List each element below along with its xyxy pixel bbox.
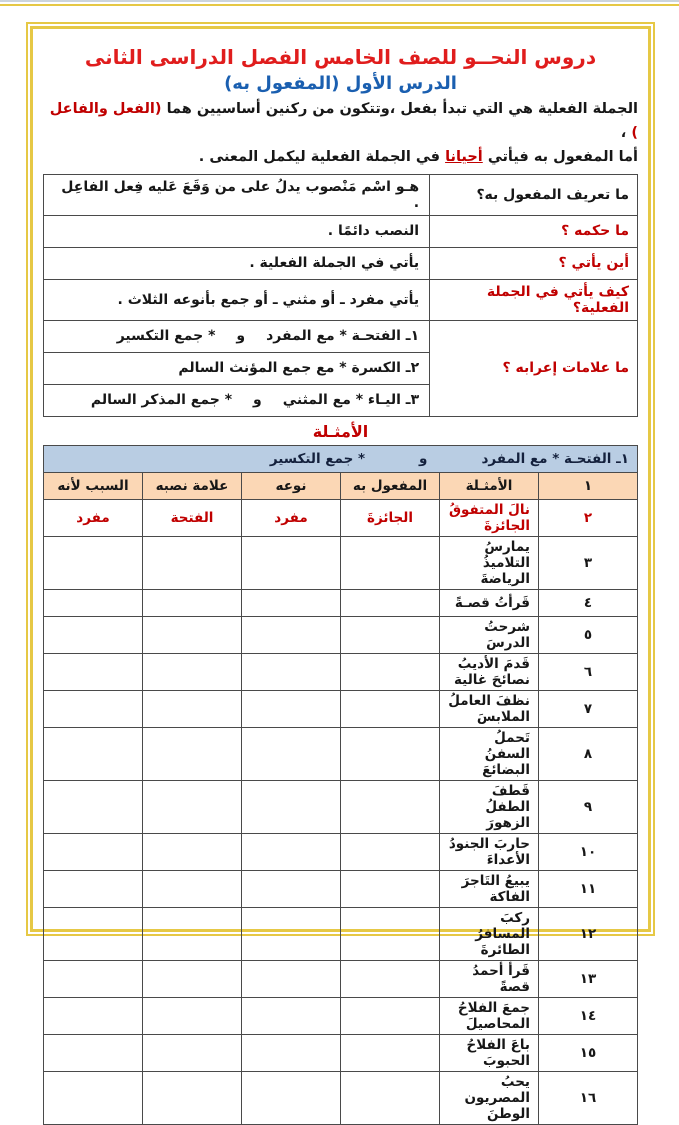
reason-cell (44, 907, 143, 960)
column-header-examples: الأمثـلة (440, 472, 539, 499)
example-row-16 (44, 1071, 638, 1124)
intro-text-2-tail: في الجملة الفعلية ليكمل المعنى . (198, 148, 446, 165)
reason-cell (44, 780, 143, 833)
object-cell (341, 960, 440, 997)
example-sentence: تَحملُ السفنُ البضائعَ (440, 727, 539, 780)
type-cell (242, 960, 341, 997)
qa-question-rule: ما حكمه ؟ (430, 215, 638, 247)
row-number: ٣ (539, 536, 638, 589)
row-number: ١١ (539, 870, 638, 907)
reason-cell (44, 997, 143, 1034)
example-row-5 (44, 616, 638, 653)
example-row-4 (44, 589, 638, 616)
qa-answer-rule: النصب دائمًا . (44, 215, 430, 247)
type-cell (242, 589, 341, 616)
qa-question-position: أين يأتي ؟ (430, 247, 638, 279)
type-cell (242, 536, 341, 589)
qa-row-definition (44, 174, 638, 215)
sign-cell (143, 727, 242, 780)
qa-row-marks-1 (44, 320, 638, 352)
row-number: ٦ (539, 653, 638, 690)
example-sentence: شرحتُ الدرسَ (440, 616, 539, 653)
example-row-13 (44, 960, 638, 997)
examples-column-header-row (44, 472, 638, 499)
type-cell (242, 1034, 341, 1071)
intro-red-highlight: (الفعل والفاعل ) (49, 101, 638, 141)
sign-cell (143, 536, 242, 589)
example-row-8 (44, 727, 638, 780)
sign-cell: الفتحة (143, 499, 242, 536)
object-cell (341, 690, 440, 727)
example-sentence: قَرأتُ قصـةً (440, 589, 539, 616)
example-sentence: قَرأ أحمدُ قصةً (440, 960, 539, 997)
qa-answer-marks-fatha: ١ـ الفتحـة * مع المفرد و * جمع التكسير (44, 320, 430, 352)
object-cell (341, 536, 440, 589)
reason-cell (44, 589, 143, 616)
object-cell: الجائزةَ (341, 499, 440, 536)
type-cell (242, 690, 341, 727)
reason-cell (44, 1034, 143, 1071)
example-sentence: يحبُ المصريون الوطنَ (440, 1071, 539, 1124)
page-title: دروس النحــو للصف الخامس الفصل الدراسى الثانى (84, 45, 597, 69)
type-cell (242, 653, 341, 690)
object-cell (341, 1034, 440, 1071)
example-sentence: نالَ المتفوقُ الجائزةَ (440, 499, 539, 536)
reason-cell (44, 653, 143, 690)
object-cell (341, 589, 440, 616)
object-cell (341, 727, 440, 780)
intro-red-underlined-word: أحيانا (445, 148, 483, 165)
page-top-gold-rule (0, 4, 679, 6)
sign-cell (143, 907, 242, 960)
sign-cell (143, 780, 242, 833)
object-cell (341, 616, 440, 653)
sign-cell (143, 589, 242, 616)
example-sentence: جمعَ الفلاحُ المحاصيلَ (440, 997, 539, 1034)
qa-answer-forms: يأتي مفرد ـ أو مثني ـ أو جمع بأنوعه الثلاث . (44, 279, 430, 320)
reason-cell: مفرد (44, 499, 143, 536)
object-cell (341, 833, 440, 870)
definition-qa-table (43, 174, 638, 417)
reason-cell (44, 960, 143, 997)
qa-answer-marks-kasra: ٢ـ الكسرة * مع جمع المؤنث السالم (44, 352, 430, 384)
example-row-12 (44, 907, 638, 960)
sign-cell (143, 1034, 242, 1071)
sign-cell (143, 616, 242, 653)
type-cell (242, 870, 341, 907)
type-cell (242, 780, 341, 833)
intro-text-1: الجملة الفعلية هي التي تبدأ بفعل ،وتتكون من ركنين أساسيين هما (161, 101, 638, 117)
object-cell (341, 1071, 440, 1124)
column-header-type: نوعه (242, 472, 341, 499)
page-top-hairline (0, 0, 679, 2)
object-cell (341, 907, 440, 960)
row-number: ٨ (539, 727, 638, 780)
object-cell (341, 997, 440, 1034)
qa-question-marks: ما علامات إعرابه ؟ (430, 320, 638, 416)
row-number: ١٠ (539, 833, 638, 870)
column-header-number: ١ (539, 472, 638, 499)
intro-paragraph (43, 98, 638, 170)
qa-question-forms: كيف يأتي في الجملة الفعلية؟ (430, 279, 638, 320)
reason-cell (44, 833, 143, 870)
example-row-9 (44, 780, 638, 833)
sign-cell (143, 997, 242, 1034)
column-header-object: المفعول به (341, 472, 440, 499)
example-sentence: قَطفَ الطفلُ الزهورَ (440, 780, 539, 833)
row-number: ٤ (539, 589, 638, 616)
reason-cell (44, 727, 143, 780)
sign-cell (143, 1071, 242, 1124)
example-sentence: يبيعُ التَاجرَ الفاكة (440, 870, 539, 907)
column-header-reason: السبب لأنه (44, 472, 143, 499)
reason-cell (44, 1071, 143, 1124)
row-number: ١٦ (539, 1071, 638, 1124)
column-header-sign: علامة نصبه (143, 472, 242, 499)
reason-cell (44, 690, 143, 727)
reason-cell (44, 616, 143, 653)
example-sentence: ركبَ المسافرُ الطائرةَ (440, 907, 539, 960)
reason-cell (44, 536, 143, 589)
examples-section-title: الأمثـلة (312, 421, 369, 441)
qa-row-rule (44, 215, 638, 247)
sign-cell (143, 960, 242, 997)
example-row-10 (44, 833, 638, 870)
object-cell (341, 653, 440, 690)
example-row-2-solved (44, 499, 638, 536)
type-cell (242, 616, 341, 653)
row-number: ١٣ (539, 960, 638, 997)
gold-frame (26, 22, 655, 1122)
example-sentence: يمارسُ التلاميذُ الرياضةَ (440, 536, 539, 589)
sign-cell (143, 870, 242, 907)
qa-row-position (44, 247, 638, 279)
row-number: ٩ (539, 780, 638, 833)
object-cell (341, 870, 440, 907)
example-row-15 (44, 1034, 638, 1071)
type-cell (242, 997, 341, 1034)
example-row-6 (44, 653, 638, 690)
example-row-7 (44, 690, 638, 727)
qa-answer-definition: هـو اسْم مَنْصوب يدلُ على من وَقَعَ عَليه فِعل الفاعِل . (44, 174, 430, 215)
row-number: ٥ (539, 616, 638, 653)
qa-question-definition: ما تعريف المفعول به؟ (430, 174, 638, 215)
qa-answer-marks-yaa: ٣ـ اليـاء * مع المثني و * جمع المذكر السالم (44, 384, 430, 416)
sign-cell (143, 690, 242, 727)
examples-group-header-row (44, 445, 638, 472)
type-cell (242, 833, 341, 870)
example-row-11 (44, 870, 638, 907)
examples-table (43, 445, 638, 1125)
row-number: ٢ (539, 499, 638, 536)
example-row-3 (44, 536, 638, 589)
row-number: ١٥ (539, 1034, 638, 1071)
row-number: ١٢ (539, 907, 638, 960)
type-cell (242, 727, 341, 780)
sign-cell (143, 833, 242, 870)
intro-text-2: أما المفعول به فيأتي (482, 148, 638, 165)
example-sentence: قَدمَ الأديبُ نصائحَ غالية (440, 653, 539, 690)
type-cell (242, 1071, 341, 1124)
qa-answer-position: يأتي في الجملة الفعلية . (44, 247, 430, 279)
sign-cell (143, 653, 242, 690)
row-number: ٧ (539, 690, 638, 727)
example-row-14 (44, 997, 638, 1034)
reason-cell (44, 870, 143, 907)
row-number: ١٤ (539, 997, 638, 1034)
example-sentence: نظفَ العاملُ الملابسَ (440, 690, 539, 727)
type-cell: مفرد (242, 499, 341, 536)
qa-row-forms (44, 279, 638, 320)
type-cell (242, 907, 341, 960)
example-sentence: باعَ الفلاحُ الحبوبَ (440, 1034, 539, 1071)
worksheet-content (30, 26, 651, 1122)
example-sentence: حاربَ الجنودُ الأعداءَ (440, 833, 539, 870)
intro-text-1-tail: ، (620, 124, 632, 141)
object-cell (341, 780, 440, 833)
lesson-subtitle: الدرس الأول (المفعول به) (224, 73, 457, 94)
examples-group-header: ١ـ الفتحـة * مع المفرد و * جمع التكسير (44, 445, 638, 472)
